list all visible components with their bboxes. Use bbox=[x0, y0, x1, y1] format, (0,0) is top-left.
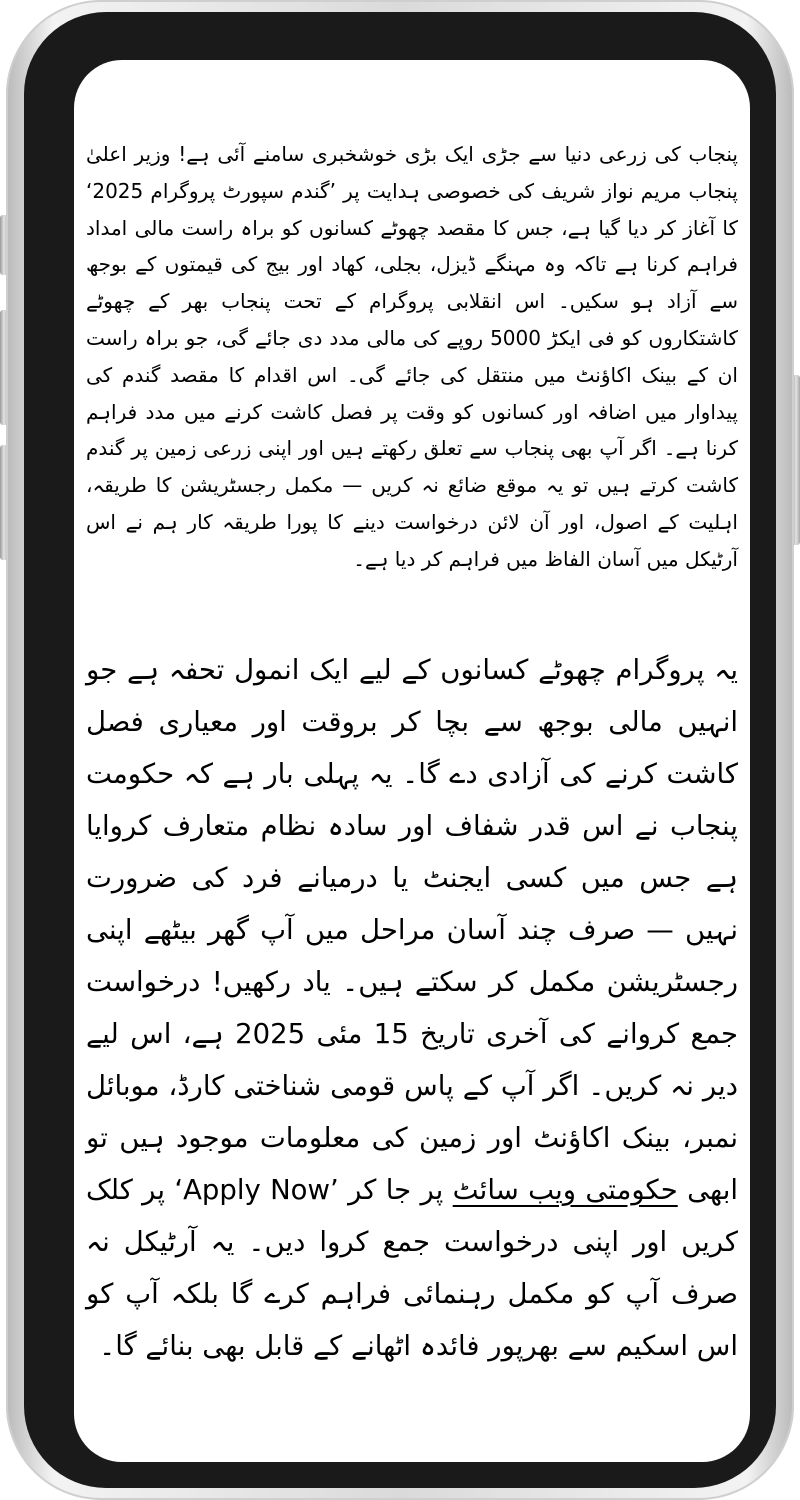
article-paragraph-main-text-end: پر جا کر ’Apply Now‘ پر کلک کریں اور اپنی درخواست جمع کروا دیں۔ یہ آرٹیکل نہ صرف آپ کو مکمل رہنمائی فراہم کرے گا بلکہ آپ کو اس اسکیم سے بھرپور فائدہ اٹھانے کے قابل بھی بنائے گا۔ bbox=[86, 1173, 738, 1362]
article-paragraph-main bbox=[86, 644, 738, 1372]
phone-frame bbox=[6, 0, 794, 1500]
phone-screen[interactable] bbox=[74, 60, 750, 1462]
article-paragraph-main-text-start: یہ پروگرام چھوٹے کسانوں کے لیے ایک انمول تحفہ ہے جو انہیں مالی بوجھ سے بچا کر بروقت اور معیاری فصل کاشت کرنے کی آزادی دے گا۔ یہ پہلی بار ہے کہ حکومت پنجاب نے اس قدر شفاف اور سادہ نظام متعارف کروایا ہے جس میں کسی ایجنٹ یا درمیانے فرد کی ضرورت نہیں — صرف چند آسان مراحل میں آپ گھر بیٹھے اپنی رجسٹریشن مکمل کر سکتے ہیں۔ یاد رکھیں! درخواست جمع کروانے کی آخری تاریخ 15 مئی 2025 ہے، اس لیے دیر نہ کریں۔ اگر آپ کے پاس قومی شناختی کارڈ، موبائل نمبر، بینک اکاؤنٹ اور زمین کی معلومات موجود ہیں تو ابھی bbox=[86, 653, 739, 1206]
article-body bbox=[86, 136, 738, 1372]
article-paragraph-intro: پنجاب کی زرعی دنیا سے جڑی ایک بڑی خوشخبری سامنے آئی ہے! وزیر اعلیٰ پنجاب مریم نواز شریف کی خصوصی ہدایت پر ’گندم سپورٹ پروگرام 2025‘ کا آغاز کر دیا گیا ہے، جس کا مقصد چھوٹے کسانوں کو براہ راست مالی امداد فراہم کرنا ہے تاکہ وہ مہنگے ڈیزل، بجلی، کھاد اور بیج کی قیمتوں کے بوجھ سے آزاد ہو سکیں۔ اس انقلابی پروگرام کے تحت پنجاب بھر کے چھوٹے کاشتکاروں کو فی ایکڑ 5000 روپے کی مالی مدد دی جائے گی، جو براہ راست ان کے بینک اکاؤنٹ میں منتقل کی جائے گی۔ اس اقدام کا مقصد گندم کی پیداوار میں اضافہ اور کسانوں کو وقت پر فصل کاشت کرنے میں مدد فراہم کرنا ہے۔ اگر آپ بھی پنجاب سے تعلق رکھتے ہیں اور اپنی زرعی زمین پر گندم کاشت کرتے ہیں تو یہ موقع ضائع نہ کریں — مکمل رجسٹریشن کا طریقہ، اہلیت کے اصول، اور آن لائن درخواست دینے کا پورا طریقہ کار ہم نے اس آرٹیکل میں آسان الفاظ میں فراہم کر دیا ہے۔ bbox=[86, 142, 738, 571]
phone-bezel bbox=[24, 12, 776, 1488]
government-website-link[interactable]: حکومتی ویب سائٹ bbox=[452, 1173, 678, 1206]
